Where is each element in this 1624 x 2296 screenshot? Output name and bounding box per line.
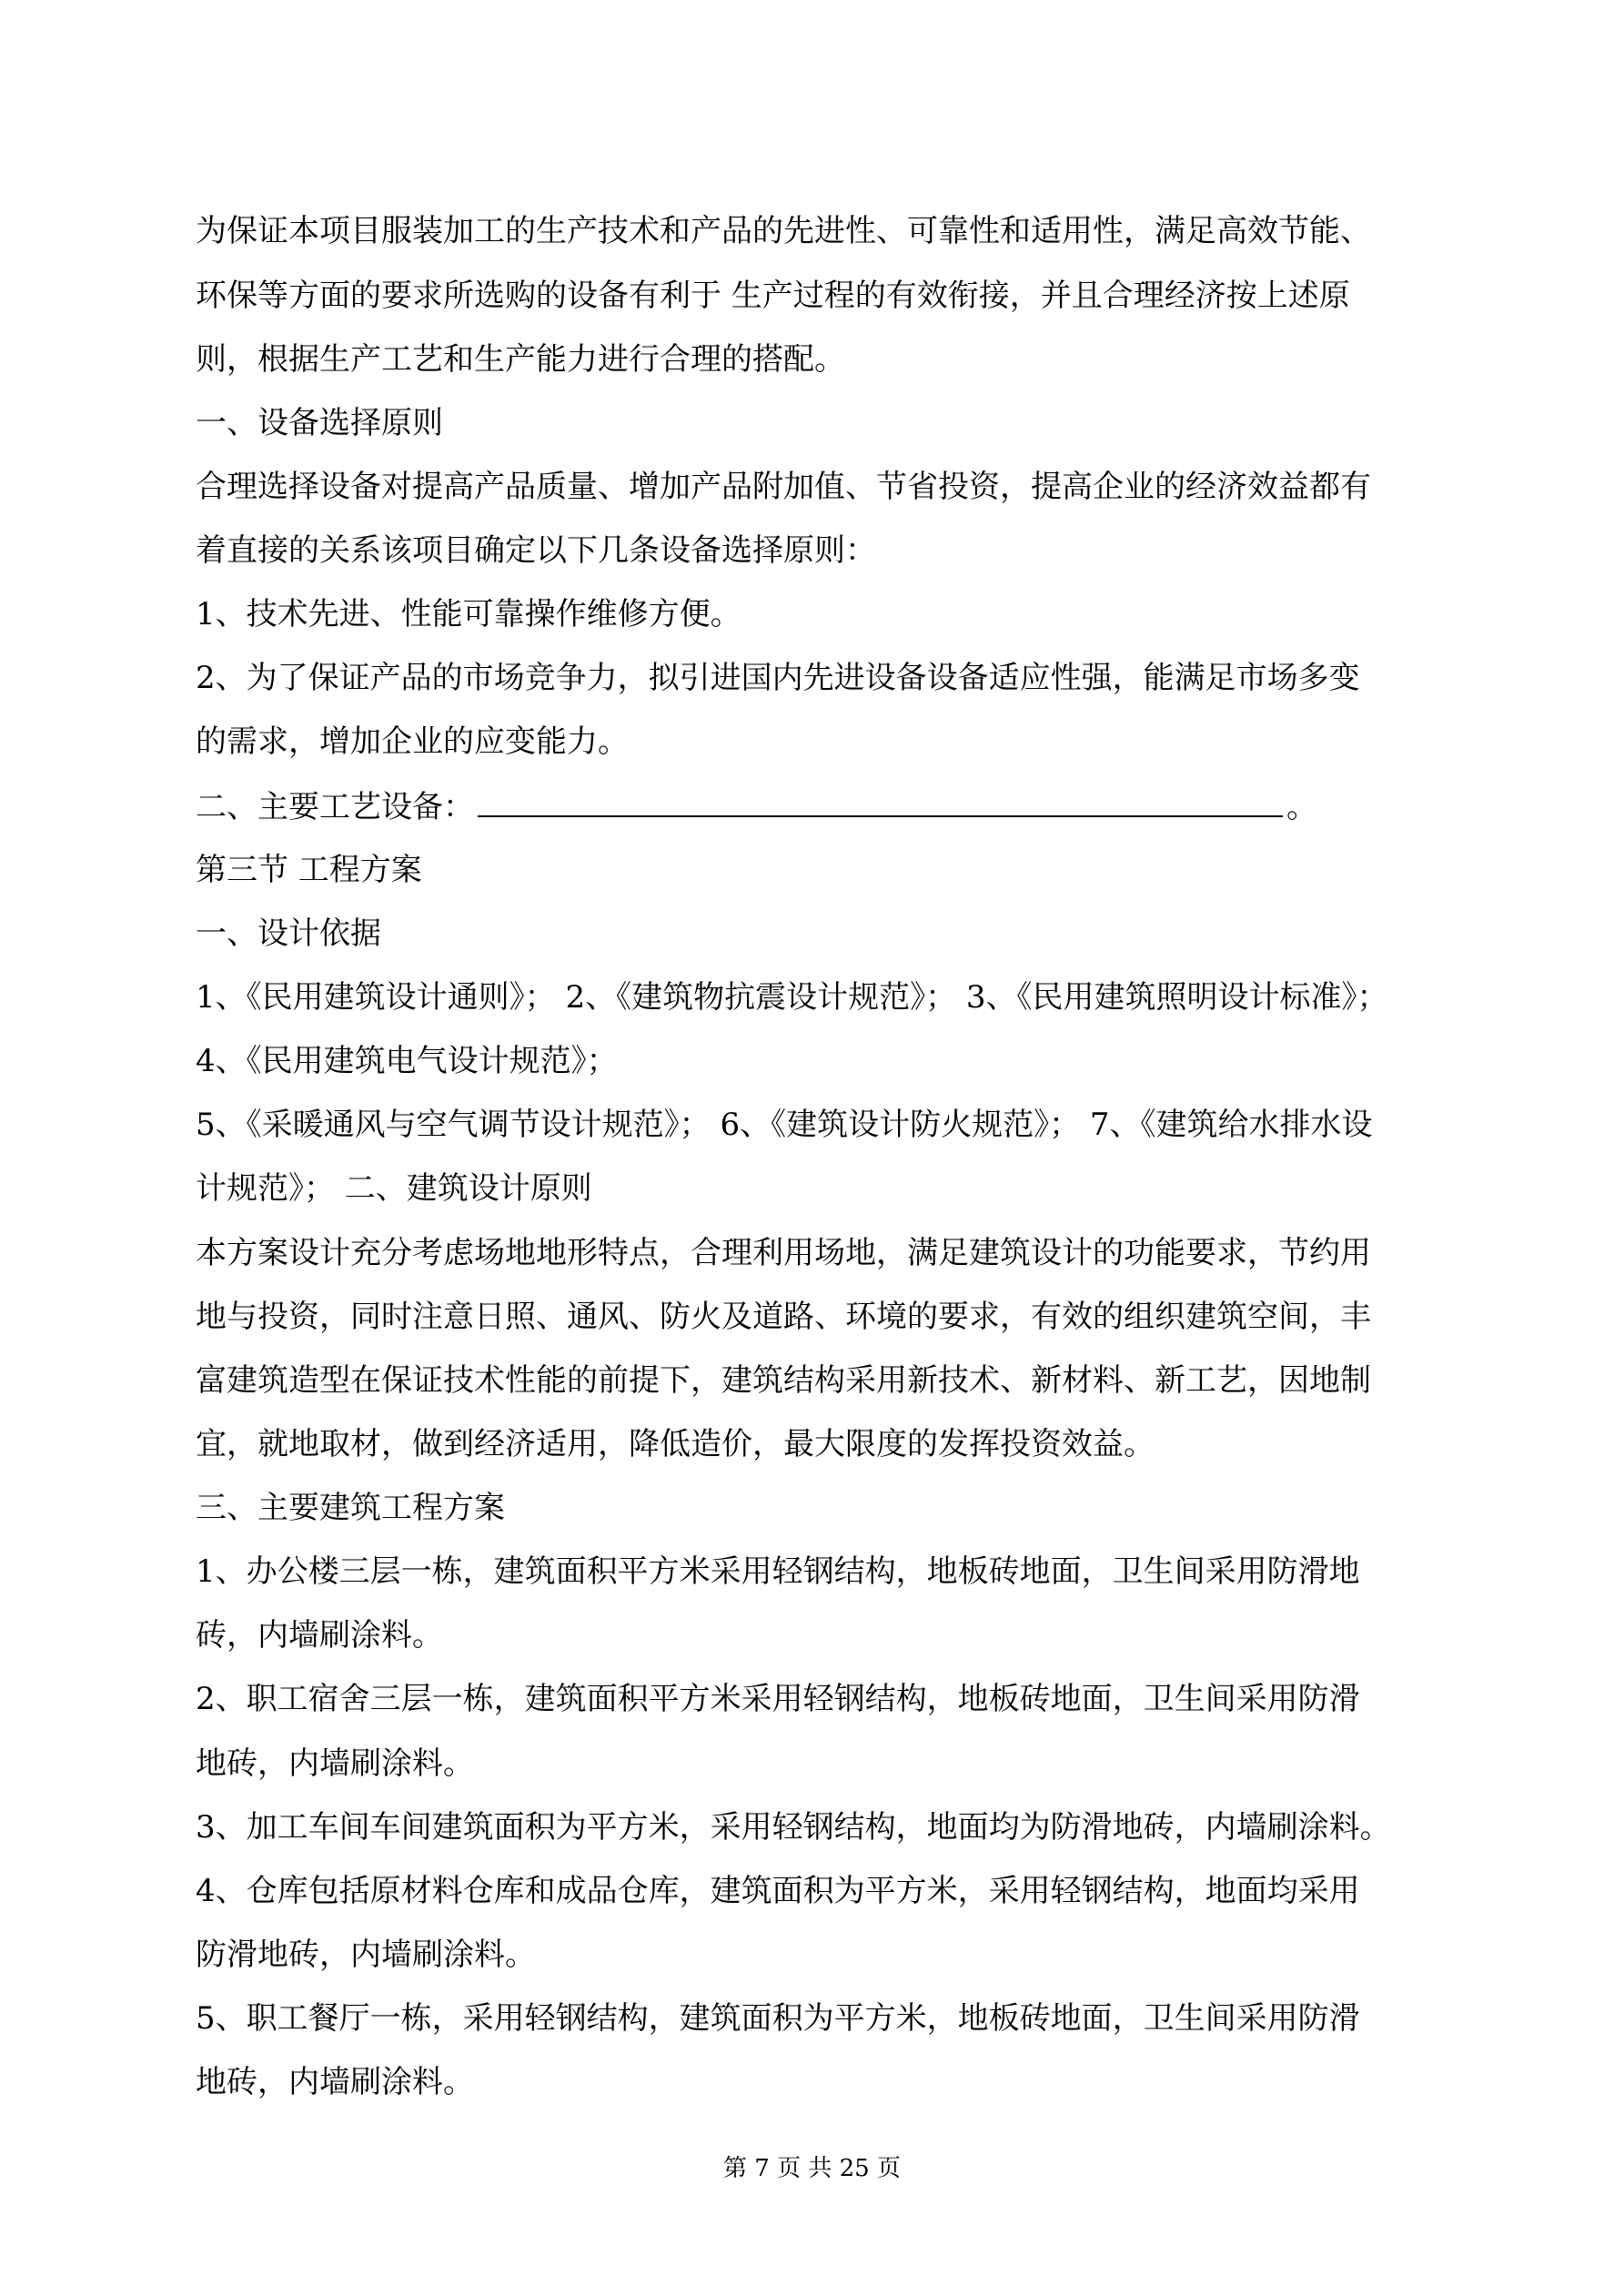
paragraph-line: 富建筑造型在保证技术性能的前提下，建筑结构采用新技术、新材料、新工艺，因地制 xyxy=(196,1362,1371,1399)
paragraph-line: 本方案设计充分考虑场地地形特点，合理利用场地，满足建筑设计的功能要求，节约用 xyxy=(196,1235,1371,1271)
paragraph-line: 地与投资，同时注意日照、通风、防火及道路、环境的要求，有效的组织建筑空间，丰 xyxy=(196,1299,1371,1335)
blank-fill-line xyxy=(478,788,1283,817)
paragraph-line: 宜，就地取材，做到经济适用，降低造价，最大限度的发挥投资效益。 xyxy=(196,1426,1155,1462)
list-item: 1、办公楼三层一栋，建筑面积平方米采用轻钢结构，地板砖地面，卫生间采用防滑地 xyxy=(196,1553,1360,1590)
list-item: 1、《民用建筑设计通则》； 2、《建筑物抗震设计规范》； 3、《民用建筑照明设计标准》； xyxy=(196,979,1388,1016)
page-footer: 第 7 页 共 25 页 xyxy=(723,2155,901,2182)
section-heading: 第三节 工程方案 xyxy=(196,852,422,888)
list-item: 4、《民用建筑电气设计规范》； xyxy=(196,1043,618,1079)
section-heading: 一、设备选择原则 xyxy=(196,405,443,441)
list-item: 4、仓库包括原材料仓库和成品仓库，建筑面积为平方米，采用轻钢结构，地面均采用 xyxy=(196,1873,1360,1909)
list-item: 1、技术先进、性能可靠操作维修方便。 xyxy=(196,596,741,632)
equipment-label: 二、主要工艺设备： xyxy=(196,789,474,825)
list-item: 5、《采暖通风与空气调节设计规范》； 6、《建筑设计防火规范》； 7、《建筑给水排水设 xyxy=(196,1107,1373,1143)
section-heading: 一、设计依据 xyxy=(196,915,381,952)
section-heading: 三、主要建筑工程方案 xyxy=(196,1490,505,1526)
paragraph-line: 为保证本项目服装加工的生产技术和产品的先进性、可靠性和适用性，满足高效节能、 xyxy=(196,213,1371,249)
list-item: 砖，内墙刷涂料。 xyxy=(196,1617,443,1654)
list-item: 2、职工宿舍三层一栋，建筑面积平方米采用轻钢结构，地板砖地面，卫生间采用防滑 xyxy=(196,1681,1360,1717)
equipment-line xyxy=(196,788,1442,825)
paragraph-line: 合理选择设备对提高产品质量、增加产品附加值、节省投资，提高企业的经济效益都有 xyxy=(196,469,1371,505)
list-item: 防滑地砖，内墙刷涂料。 xyxy=(196,1937,536,1973)
list-item: 计规范》； 二、建筑设计原则 xyxy=(196,1170,592,1207)
list-item: 5、职工餐厅一栋，采用轻钢结构，建筑面积为平方米，地板砖地面，卫生间采用防滑 xyxy=(196,2000,1360,2037)
paragraph-line: 着直接的关系该项目确定以下几条设备选择原则： xyxy=(196,532,876,569)
list-item: 2、为了保证产品的市场竞争力，拟引进国内先进设备设备适应性强，能满足市场多变 xyxy=(196,660,1360,696)
paragraph-line: 则，根据生产工艺和生产能力进行合理的搭配。 xyxy=(196,341,845,378)
list-item: 地砖，内墙刷涂料。 xyxy=(196,2064,474,2100)
list-item: 的需求，增加企业的应变能力。 xyxy=(196,723,629,760)
equipment-suffix: 。 xyxy=(1286,789,1317,825)
list-item: 地砖，内墙刷涂料。 xyxy=(196,1745,474,1782)
list-item: 3、加工车间车间建筑面积为平方米，采用轻钢结构，地面均为防滑地砖，内墙刷涂料。 xyxy=(196,1809,1391,1846)
paragraph-line: 环保等方面的要求所选购的设备有利于 生产过程的有效衔接，并且合理经济按上述原 xyxy=(196,278,1350,314)
